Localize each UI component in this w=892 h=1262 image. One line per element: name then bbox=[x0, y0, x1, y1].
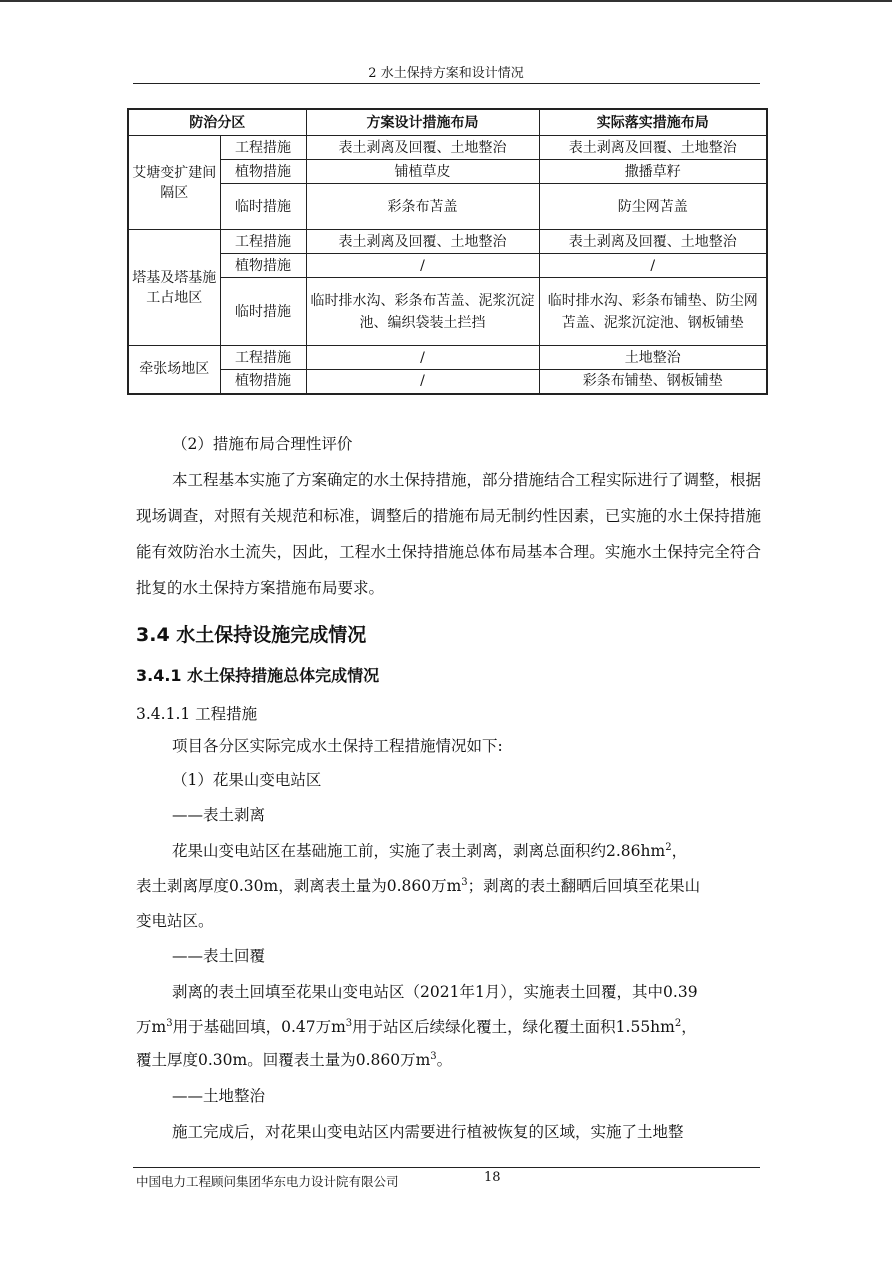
table-row bbox=[128, 346, 767, 370]
measure-type-cell: 临时措施 bbox=[220, 184, 306, 230]
measure-type-cell: 临时措施 bbox=[220, 278, 306, 346]
zone-cell: 牵张场地区 bbox=[128, 346, 220, 394]
eval-heading: （2）措施布局合理性评价 bbox=[172, 435, 353, 453]
plan-cell: / bbox=[306, 370, 539, 394]
plan-cell: 表土剥离及回覆、土地整治 bbox=[306, 230, 539, 254]
intro-line: 项目各分区实际完成水土保持工程措施情况如下: bbox=[172, 737, 503, 755]
actual-cell: 临时排水沟、彩条布铺垫、防尘网苫盖、泥浆沉淀池、钢板铺垫 bbox=[539, 278, 767, 346]
measure-type-cell: 植物措施 bbox=[220, 254, 306, 278]
table-header-row bbox=[128, 109, 767, 136]
table-header-zone: 防治分区 bbox=[128, 109, 306, 136]
zone-cell: 艾塘变扩建间隔区 bbox=[128, 136, 220, 230]
subheading-land: ——土地整治 bbox=[172, 1087, 266, 1105]
footer-rule bbox=[133, 1167, 760, 1168]
header-rule bbox=[133, 83, 760, 84]
page-header-title: 2 水土保持方案和设计情况 bbox=[368, 66, 524, 81]
actual-cell: 撒播草籽 bbox=[539, 160, 767, 184]
strip-line-3: 变电站区。 bbox=[136, 912, 214, 930]
actual-cell: 表土剥离及回覆、土地整治 bbox=[539, 136, 767, 160]
plan-cell: / bbox=[306, 346, 539, 370]
measure-type-cell: 工程措施 bbox=[220, 346, 306, 370]
footer-organization: 中国电力工程顾问集团华东电力设计院有限公司 bbox=[136, 1174, 399, 1189]
table-header-actual: 实际落实措施布局 bbox=[539, 109, 767, 136]
table-row bbox=[128, 370, 767, 394]
top-border-line bbox=[0, 0, 892, 2]
measures-layout-table bbox=[127, 108, 768, 395]
table-row bbox=[128, 230, 767, 254]
table-row bbox=[128, 254, 767, 278]
measure-type-cell: 工程措施 bbox=[220, 230, 306, 254]
strip-line-2: 表土剥离厚度0.30m，剥离表土量为0.860万$m^3$；剥离的表土翻晒后回填至花果山 bbox=[136, 876, 701, 895]
plan-cell: 临时排水沟、彩条布苫盖、泥浆沉淀池、编织袋装土拦挡 bbox=[306, 278, 539, 346]
plan-cell: 铺植草皮 bbox=[306, 160, 539, 184]
actual-cell: 彩条布铺垫、钢板铺垫 bbox=[539, 370, 767, 394]
strip-line-1: 花果山变电站区在基础施工前，实施了表土剥离，剥离总面积约$2.86hm^2$， bbox=[172, 841, 688, 860]
zone-cell: 塔基及塔基施工占地区 bbox=[128, 230, 220, 346]
actual-cell: 表土剥离及回覆、土地整治 bbox=[539, 230, 767, 254]
section-heading-3-4-1-1: 3.4.1.1 工程措施 bbox=[136, 705, 258, 723]
table-header-plan: 方案设计措施布局 bbox=[306, 109, 539, 136]
subheading-cover: ——表土回覆 bbox=[172, 947, 266, 965]
plan-cell: 表土剥离及回覆、土地整治 bbox=[306, 136, 539, 160]
measure-type-cell: 工程措施 bbox=[220, 136, 306, 160]
subheading-strip: ——表土剥离 bbox=[172, 806, 266, 824]
cover-line-3: 覆土厚度0.30m。回覆表土量为0.860万$m^3$。 bbox=[136, 1050, 453, 1069]
cover-line-2: 万$m^3$用于基础回填，0.47万$m^3$用于站区后续绿化覆土，绿化覆土面积$1.55hm^2$， bbox=[136, 1017, 697, 1036]
page-number: 18 bbox=[484, 1170, 501, 1185]
actual-cell: / bbox=[539, 254, 767, 278]
actual-cell: 防尘网苫盖 bbox=[539, 184, 767, 230]
zone-heading: （1）花果山变电站区 bbox=[172, 771, 322, 789]
land-line-1: 施工完成后，对花果山变电站区内需要进行植被恢复的区域，实施了土地整 bbox=[172, 1123, 684, 1141]
table-row bbox=[128, 136, 767, 160]
plan-cell: / bbox=[306, 254, 539, 278]
table-row bbox=[128, 184, 767, 230]
cover-line-1: 剥离的表土回填至花果山变电站区（2021年1月），实施表土回覆，其中0.39 bbox=[172, 983, 698, 1001]
measure-type-cell: 植物措施 bbox=[220, 370, 306, 394]
plan-cell: 彩条布苫盖 bbox=[306, 184, 539, 230]
measure-type-cell: 植物措施 bbox=[220, 160, 306, 184]
actual-cell: 土地整治 bbox=[539, 346, 767, 370]
eval-paragraph: 本工程基本实施了方案确定的水土保持措施，部分措施结合工程实际进行了调整，根据现场调查，对照有关规范和标准，调整后的措施布局无制约性因素，已实施的水土保持措施能有效防治水土流失，因此，工程水土保持措施总体布局基本合理。实施水土保持完全符合批复的水土保持方案措施布局要求。 bbox=[136, 471, 762, 597]
table-row bbox=[128, 160, 767, 184]
table-row bbox=[128, 278, 767, 346]
section-heading-3-4-1: 3.4.1 水土保持措施总体完成情况 bbox=[136, 666, 380, 685]
section-heading-3-4: 3.4 水土保持设施完成情况 bbox=[136, 624, 367, 646]
